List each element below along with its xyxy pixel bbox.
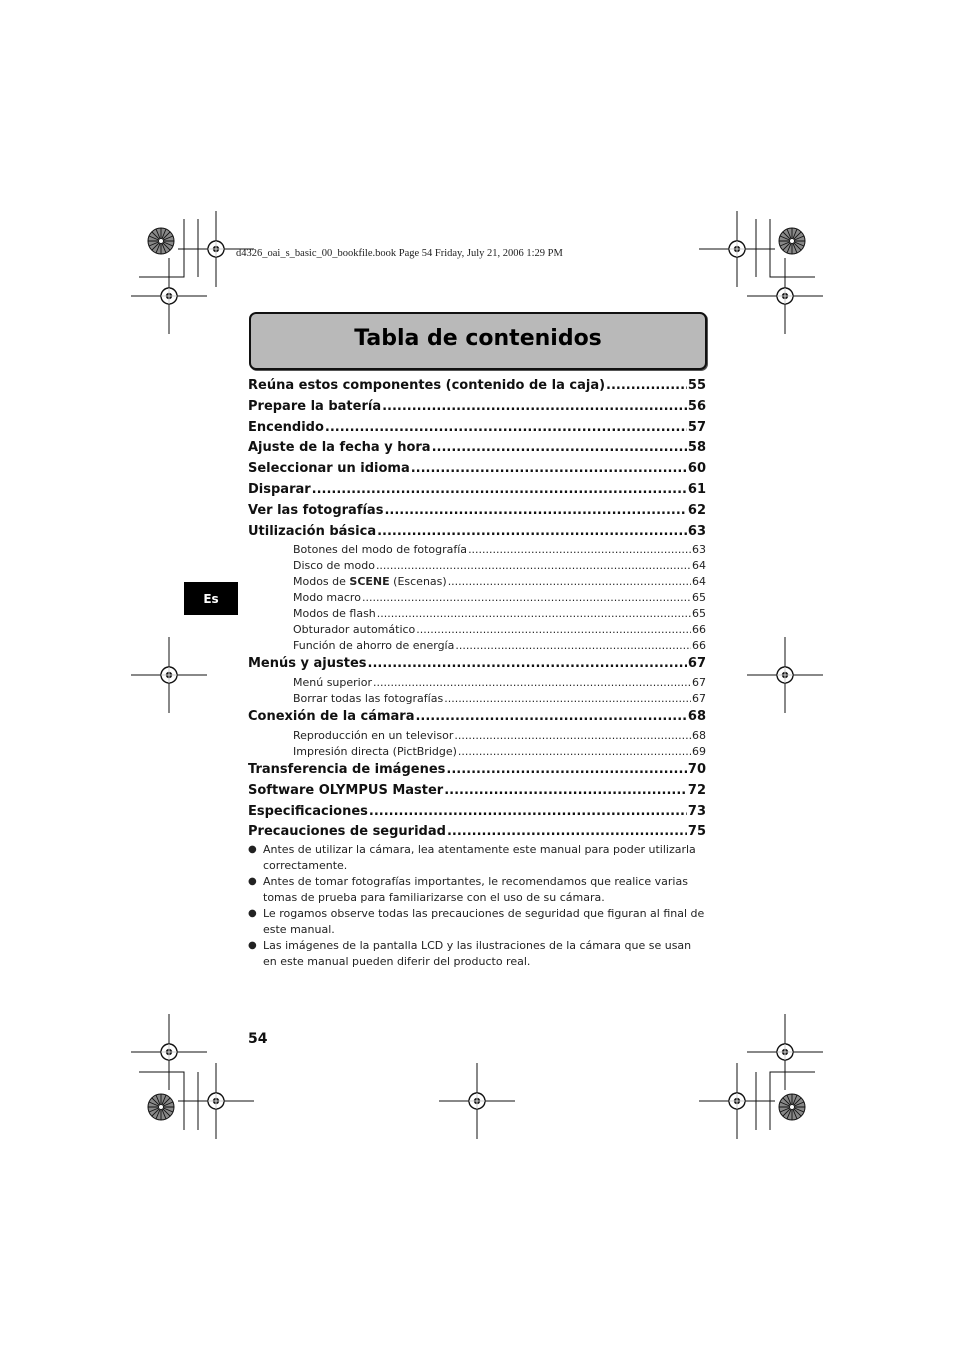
dot-leader: [384, 501, 686, 522]
bullet-icon: ●: [248, 908, 257, 919]
toc-entry-label: Precauciones de seguridad: [248, 824, 446, 840]
toc-entry-page: 65: [692, 607, 706, 621]
dot-leader: [368, 654, 687, 675]
dot-leader: [454, 728, 691, 744]
toc-entry: [248, 558, 706, 574]
toc-entry-page: 70: [687, 761, 706, 777]
toc-entry-label: Conexión de la cámara: [248, 709, 415, 725]
dot-leader: [376, 558, 691, 574]
toc-entry: [248, 691, 706, 707]
toc-entry-page: 68: [687, 709, 706, 725]
toc-entry-label: Función de ahorro de energía: [293, 639, 455, 653]
toc-entry-page: 67: [687, 656, 706, 672]
toc-entry-page: 63: [692, 543, 706, 557]
toc-entry-page: 66: [692, 639, 706, 653]
page-number: 54: [248, 1031, 268, 1047]
toc-entry-page: 64: [692, 575, 706, 589]
toc-entry-label: Ajuste de la fecha y hora: [248, 440, 431, 456]
toc-entry-page: 61: [687, 481, 706, 497]
note-text: Las imágenes de la pantalla LCD y las ilustraciones de la cámara que se usan en este manual pueden diferir del producto real.: [263, 939, 692, 968]
dot-leader: [312, 480, 687, 501]
dot-leader: [369, 802, 687, 823]
note-item: [248, 906, 706, 938]
toc-entry: [248, 542, 706, 558]
toc-entry-label: Especificaciones: [248, 803, 368, 819]
table-of-contents: [248, 376, 706, 843]
dot-leader: [446, 760, 687, 781]
toc-entry: [248, 675, 706, 691]
toc-entry-page: 67: [692, 676, 706, 690]
toc-entry: [248, 438, 706, 459]
note-item: [248, 874, 706, 906]
bullet-icon: ●: [248, 844, 257, 855]
toc-entry-label: Impresión directa (PictBridge): [293, 744, 457, 758]
dot-leader: [416, 622, 691, 638]
toc-entry: [248, 480, 706, 501]
toc-entry-page: 57: [687, 419, 706, 435]
toc-entry: [248, 744, 706, 760]
toc-entry: [248, 574, 706, 590]
toc-entry-page: 56: [687, 398, 706, 414]
note-text: Antes de utilizar la cámara, lea atentamente este manual para poder utilizarla correctamente.: [263, 843, 696, 872]
toc-entry-page: 55: [687, 378, 706, 393]
toc-entry-page: 67: [692, 692, 706, 706]
toc-entry: [248, 822, 706, 843]
toc-entry-page: 68: [692, 728, 706, 742]
toc-entry-label: Disparar: [248, 481, 311, 497]
dot-leader: [468, 542, 691, 558]
dot-leader: [325, 418, 687, 439]
toc-entry-label: Utilización básica: [248, 523, 377, 539]
notes-list: [248, 842, 706, 970]
toc-entry-label: Menú superior: [293, 676, 372, 690]
dot-leader: [377, 522, 687, 543]
toc-entry: [248, 760, 706, 781]
dot-leader: [447, 822, 687, 843]
toc-entry-label: Prepare la batería: [248, 398, 382, 414]
toc-entry-label: Reproducción en un televisor: [293, 728, 454, 742]
toc-entry-page: 63: [687, 523, 706, 539]
bullet-icon: ●: [248, 940, 257, 951]
toc-entry-page: 60: [687, 461, 706, 477]
toc-entry: [248, 622, 706, 638]
note-text: Antes de tomar fotografías importantes, le recomendamos que realice varias tomas de prueba para familiarizarse con el uso de su cámara.: [263, 875, 688, 904]
toc-entry-label: Obturador automático: [293, 623, 416, 637]
toc-entry: [248, 418, 706, 439]
toc-entry-label: Borrar todas las fotografías: [293, 692, 444, 706]
toc-entry: [248, 501, 706, 522]
note-item: [248, 938, 706, 970]
toc-entry-label: Botones del modo de fotografía: [293, 543, 468, 557]
toc-entry-page: 62: [687, 502, 706, 518]
dot-leader: [411, 459, 687, 480]
dot-leader: [455, 638, 691, 654]
toc-entry-label: Reúna estos componentes (contenido de la caja): [248, 378, 606, 393]
toc-entry-page: 75: [687, 824, 706, 840]
page-title: Tabla de contenidos: [354, 326, 602, 351]
toc-entry: [248, 707, 706, 728]
toc-entry: [248, 654, 706, 675]
toc-entry-page: 66: [692, 623, 706, 637]
toc-entry-label: Modos de flash: [293, 607, 376, 621]
toc-entry-label: Software OLYMPUS Master: [248, 782, 444, 798]
toc-entry: [248, 522, 706, 543]
note-text: Le rogamos observe todas las precauciones de seguridad que figuran al final de este manual.: [263, 907, 705, 936]
toc-entry: [248, 728, 706, 744]
toc-entry-label: Modos de SCENE (Escenas): [293, 575, 447, 589]
print-file-info: d4326_oai_s_basic_00_bookfile.book Page 54 Friday, July 21, 2006 1:29 PM: [236, 248, 563, 259]
dot-leader: [377, 606, 691, 622]
toc-entry: [248, 590, 706, 606]
toc-entry-label: Seleccionar un idioma: [248, 461, 410, 477]
toc-entry: [248, 397, 706, 418]
toc-entry-page: 72: [687, 782, 706, 798]
toc-entry-page: 69: [692, 744, 706, 758]
dot-leader: [458, 744, 691, 760]
dot-leader: [448, 574, 691, 590]
toc-entry-label: Modo macro: [293, 591, 361, 605]
toc-entry-label: Encendido: [248, 419, 324, 435]
dot-leader: [362, 590, 691, 606]
toc-entry: [248, 802, 706, 823]
dot-leader: [444, 691, 691, 707]
toc-entry-page: 64: [692, 559, 706, 573]
bullet-icon: ●: [248, 876, 257, 887]
toc-entry: [248, 781, 706, 802]
toc-entry-label: Ver las fotografías: [248, 502, 384, 518]
dot-leader: [382, 397, 687, 418]
toc-entry-page: 73: [687, 803, 706, 819]
dot-leader: [432, 438, 687, 459]
toc-entry: [248, 459, 706, 480]
dot-leader: [415, 707, 686, 728]
note-item: [248, 842, 706, 874]
title-banner: [249, 312, 707, 370]
toc-entry: [248, 638, 706, 654]
toc-entry-label: Menús y ajustes: [248, 656, 367, 672]
toc-entry-label: Disco de modo: [293, 559, 375, 573]
dot-leader: [444, 781, 687, 802]
language-tab: Es: [184, 582, 238, 615]
toc-entry: [248, 606, 706, 622]
toc-entry-label: Transferencia de imágenes: [248, 761, 446, 777]
toc-entry-page: 58: [687, 440, 706, 456]
dot-leader: [373, 675, 691, 691]
dot-leader: [606, 376, 687, 397]
toc-entry: [248, 376, 706, 397]
toc-entry-page: 65: [692, 591, 706, 605]
